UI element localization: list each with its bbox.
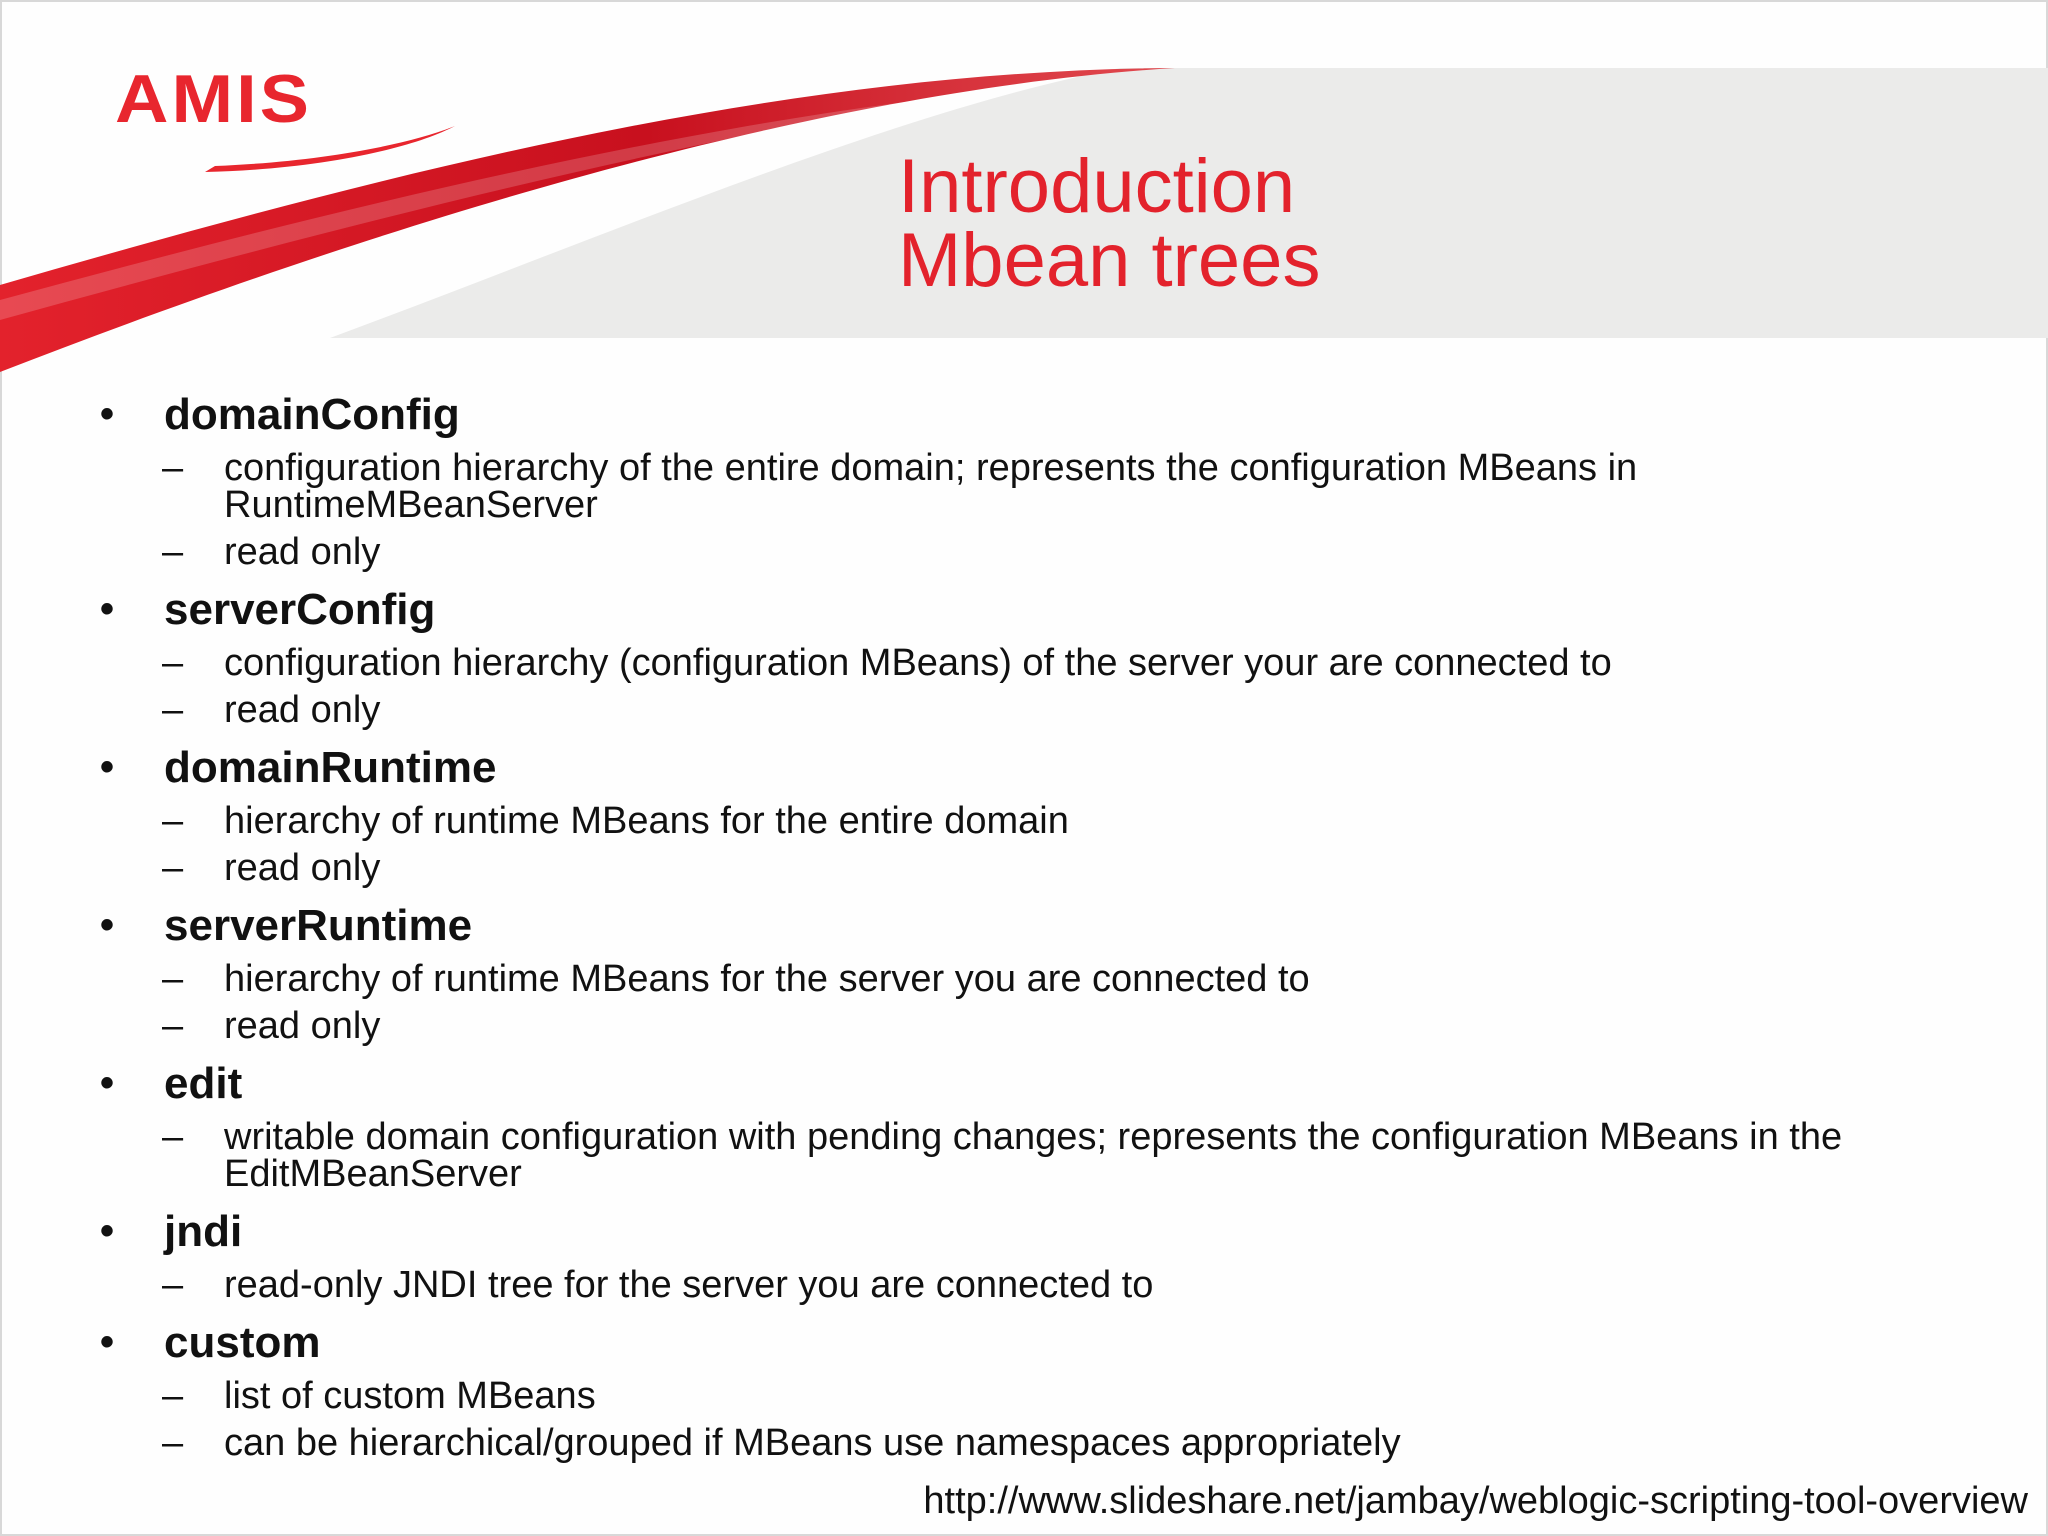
sub-item-text: read-only JNDI tree for the server you are connected to bbox=[224, 1264, 1154, 1306]
list-item bbox=[100, 1314, 2000, 1462]
item-label-text: serverRuntime bbox=[164, 901, 473, 950]
sub-item bbox=[100, 531, 2000, 573]
sub-item-text: hierarchy of runtime MBeans for the server you are connected to bbox=[224, 958, 1310, 1000]
bullet-icon: • bbox=[100, 392, 115, 436]
bullet-list bbox=[100, 386, 2000, 1472]
logo-text: AMIS bbox=[115, 60, 312, 137]
sub-item bbox=[100, 1375, 2000, 1417]
dash-icon: – bbox=[162, 958, 184, 1000]
logo-swoosh-icon bbox=[115, 62, 475, 182]
sub-item-text: writable domain configuration with pending changes; represents the configuration MBeans in the EditMBeanServer bbox=[224, 1116, 1843, 1195]
item-label bbox=[100, 897, 2000, 955]
sub-item bbox=[100, 447, 2000, 526]
item-label-text: domainConfig bbox=[164, 390, 460, 439]
sub-item-text: read only bbox=[224, 847, 381, 889]
list-item bbox=[100, 386, 2000, 571]
bullet-icon: • bbox=[100, 903, 115, 947]
list-item bbox=[100, 581, 2000, 729]
sub-item-text: read only bbox=[224, 531, 381, 573]
amis-logo bbox=[115, 62, 475, 182]
list-item bbox=[100, 1055, 2000, 1193]
title-line-2: Mbean trees bbox=[898, 218, 1321, 303]
sub-item bbox=[100, 1422, 2000, 1464]
bullet-icon: • bbox=[100, 587, 115, 631]
item-label bbox=[100, 1203, 2000, 1261]
item-label-text: domainRuntime bbox=[164, 743, 497, 792]
title-line-1: Introduction bbox=[898, 144, 1296, 229]
dash-icon: – bbox=[162, 1116, 184, 1158]
item-label bbox=[100, 386, 2000, 444]
sub-item bbox=[100, 1116, 2000, 1195]
sub-item bbox=[100, 958, 2000, 1000]
dash-icon: – bbox=[162, 847, 184, 889]
dash-icon: – bbox=[162, 1005, 184, 1047]
sub-item-text: read only bbox=[224, 1005, 381, 1047]
sub-item bbox=[100, 1264, 2000, 1306]
sub-item-text: can be hierarchical/grouped if MBeans use namespaces appropriately bbox=[224, 1422, 1401, 1464]
sub-item bbox=[100, 847, 2000, 889]
list-item bbox=[100, 897, 2000, 1045]
sub-item-text: hierarchy of runtime MBeans for the entire domain bbox=[224, 800, 1069, 842]
dash-icon: – bbox=[162, 531, 184, 573]
dash-icon: – bbox=[162, 642, 184, 684]
item-label-text: serverConfig bbox=[164, 585, 436, 634]
item-label bbox=[100, 1314, 2000, 1372]
dash-icon: – bbox=[162, 1422, 184, 1464]
dash-icon: – bbox=[162, 447, 184, 489]
bullet-icon: • bbox=[100, 1320, 115, 1364]
item-label bbox=[100, 581, 2000, 639]
item-label bbox=[100, 1055, 2000, 1113]
item-label-text: jndi bbox=[164, 1207, 243, 1256]
item-label-text: custom bbox=[164, 1318, 321, 1367]
sub-item bbox=[100, 800, 2000, 842]
sub-item bbox=[100, 689, 2000, 731]
slide-title bbox=[898, 144, 1321, 303]
sub-item bbox=[100, 642, 2000, 684]
bullet-icon: • bbox=[100, 1061, 115, 1105]
dash-icon: – bbox=[162, 689, 184, 731]
sub-item bbox=[100, 1005, 2000, 1047]
dash-icon: – bbox=[162, 1264, 184, 1306]
list-item bbox=[100, 739, 2000, 887]
source-url: http://www.slideshare.net/jambay/weblogic-scripting-tool-overview bbox=[923, 1480, 2028, 1522]
item-label-text: edit bbox=[164, 1059, 243, 1108]
item-label bbox=[100, 739, 2000, 797]
dash-icon: – bbox=[162, 1375, 184, 1417]
sub-item-text: configuration hierarchy (configuration MBeans) of the server your are connected to bbox=[224, 642, 1612, 684]
list-item bbox=[100, 1203, 2000, 1304]
sub-item-text: list of custom MBeans bbox=[224, 1375, 596, 1417]
sub-item-text: read only bbox=[224, 689, 381, 731]
dash-icon: – bbox=[162, 800, 184, 842]
bullet-icon: • bbox=[100, 1209, 115, 1253]
bullet-icon: • bbox=[100, 745, 115, 789]
sub-item-text: configuration hierarchy of the entire domain; represents the configuration MBeans in RuntimeMBeanServer bbox=[224, 447, 1638, 526]
